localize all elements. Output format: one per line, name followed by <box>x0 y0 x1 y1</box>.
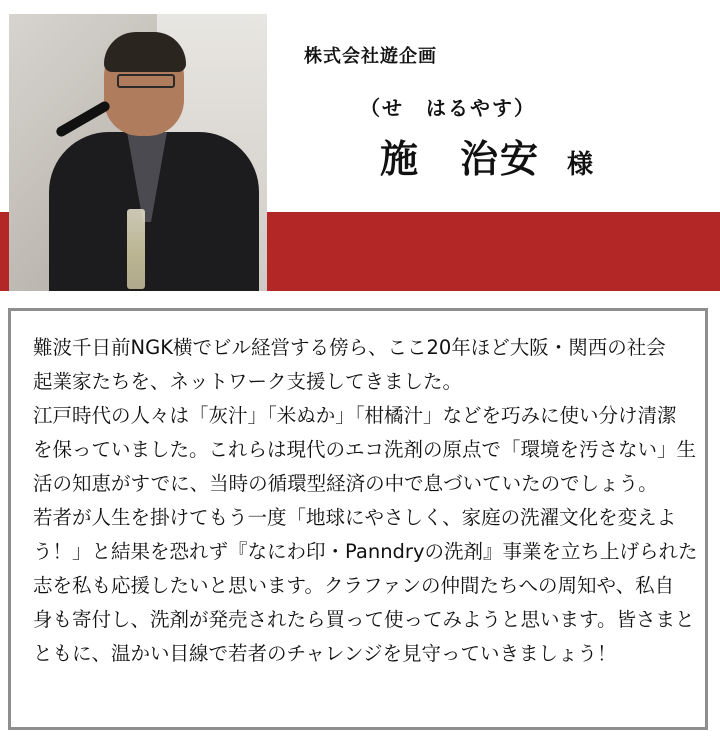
wine-glass-icon <box>127 209 145 289</box>
message-line: 若者が人生を掛けてもう一度「地球にやさしく、家庭の洗濯文化を変えよ <box>33 506 677 529</box>
message-line: ともに、温かい目線で若者のチャレンジを見守っていきましょう！ <box>33 642 617 665</box>
message-text <box>33 331 698 671</box>
photo-glasses <box>117 74 175 88</box>
message-line: 起業家たちを、ネットワーク支援してきました。 <box>33 370 463 393</box>
message-line: 活の知恵がすでに、当時の循環型経済の中で息づいていたのでしょう。 <box>33 472 658 495</box>
name-reading: （せ はるやす） <box>360 96 536 120</box>
message-line: 江戸時代の人々は「灰汁」「米ぬか」「柑橘汁」などを巧みに使い分け清潔 <box>33 404 677 427</box>
message-line: 難波千日前NGK横でビル経営する傍ら、ここ20年ほど大阪・関西の社会 <box>33 336 666 359</box>
honorific: 様 <box>567 150 594 180</box>
header-band <box>267 212 720 291</box>
person-name: 施 治安 <box>380 137 541 181</box>
photo-hair <box>104 32 186 72</box>
message-line: 身も寄付し、洗剤が発売されたら買って使ってみようと思います。皆さまと <box>33 608 695 631</box>
message-line: を保っていました。これらは現代のエコ洗剤の原点で「環境を汚さない」生 <box>33 438 697 461</box>
message-box <box>8 308 708 730</box>
message-line: 志を私も応援したいと思います。クラファンの仲間たちへの周知や、私自 <box>33 574 675 597</box>
company-name: 株式会社遊企画 <box>304 46 437 67</box>
message-line: う！」と結果を恐れず『なにわ印・Panndryの洗剤』事業を立ち上げられた <box>33 540 698 563</box>
speaker-photo <box>9 14 267 291</box>
header-band-left <box>0 212 9 291</box>
